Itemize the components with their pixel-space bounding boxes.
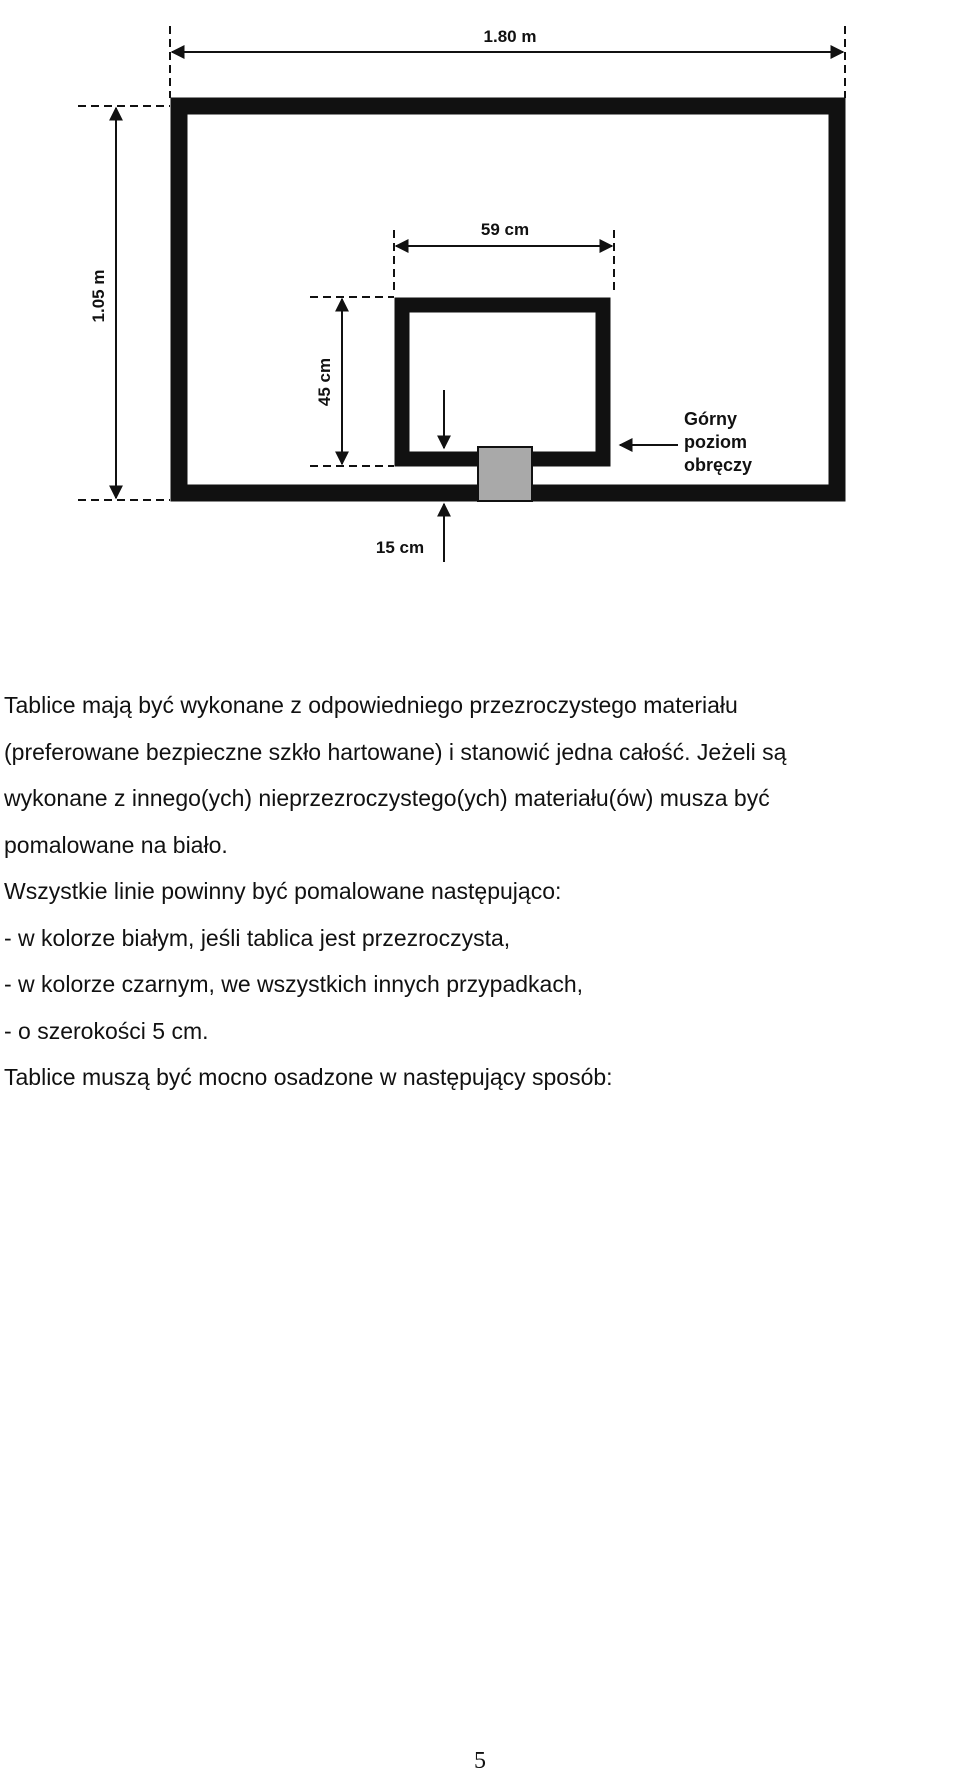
body-line-4: pomalowane na biało.	[4, 831, 228, 858]
rim-note-line-3: obręczy	[684, 455, 753, 475]
body-line-5: Wszystkie linie powinny być pomalowane następująco:	[4, 878, 562, 904]
body-line-3: wykonane z innego(ych) nieprzezroczystego(ych) materiału(ów) musza być	[4, 785, 770, 811]
list-item-2: - w kolorze czarnym, we wszystkich innych przypadkach,	[4, 971, 584, 997]
inner-rectangle-border	[402, 305, 603, 459]
page-number: 5	[474, 1748, 486, 1774]
rim-note-line-1: Górny	[684, 409, 738, 429]
offset-label: 15 cm	[375, 538, 425, 557]
inner-height-label: 45 cm	[315, 357, 334, 407]
body-line-2: (preferowane bezpieczne szkło hartowane) i stanowić jedna całość. Jeżeli są	[4, 738, 787, 765]
body-text	[4, 682, 954, 1101]
height-label: 1.05 m	[89, 269, 108, 323]
rim-note-line-2: poziom	[684, 432, 747, 452]
body-line-1: Tablice mają być wykonane z odpowiedniego przezroczystego materiału	[4, 692, 738, 718]
inner-width-label: 59 cm	[480, 220, 530, 239]
body-line-6: Tablice muszą być mocno osadzone w następujący sposób:	[4, 1064, 613, 1090]
width-label: 1.80 m	[483, 27, 537, 46]
list-item-3: - o szerokości 5 cm.	[4, 1017, 209, 1044]
rim-plate	[478, 447, 532, 501]
backboard-diagram	[60, 0, 880, 570]
list-item-1: - w kolorze białym, jeśli tablica jest przezroczysta,	[4, 924, 511, 951]
